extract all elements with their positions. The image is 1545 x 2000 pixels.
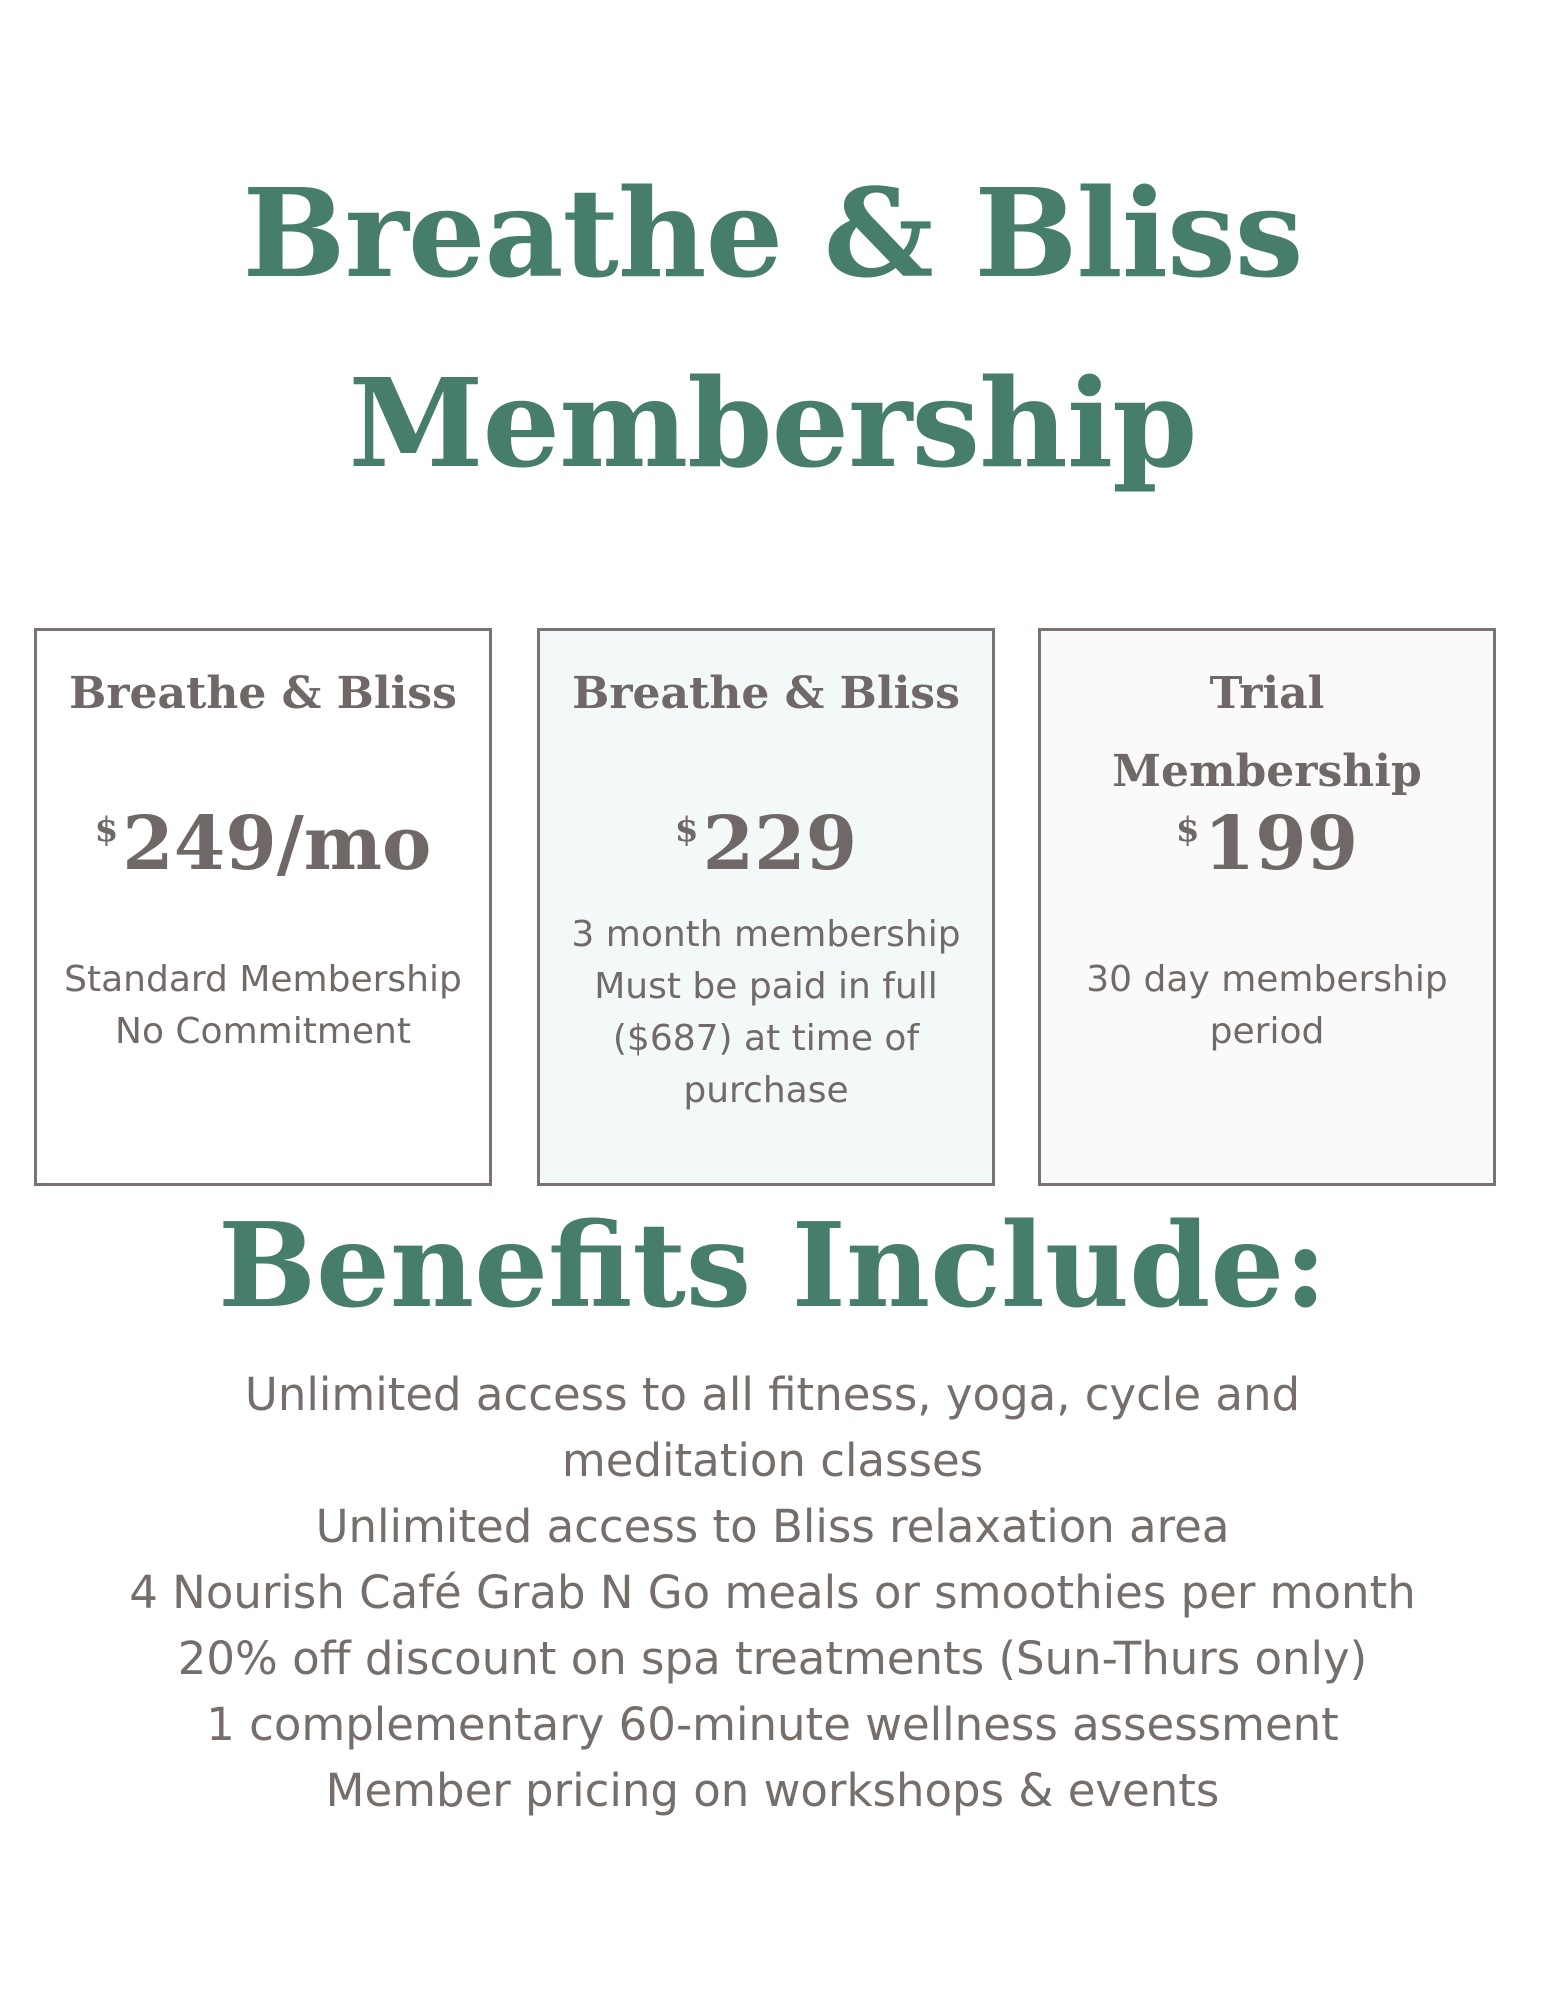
plan-description (1041, 954, 1493, 1058)
plan-description-line: Must be paid in full (594, 966, 938, 1007)
plan-description-line: purchase (683, 1070, 849, 1111)
benefit-item: 20% off discount on spa treatments (Sun-Thurs only) (177, 1632, 1368, 1685)
plan-name-line: Trial (1209, 668, 1325, 719)
plan-card-standard (34, 628, 492, 1186)
plan-name (1041, 655, 1493, 811)
plan-description-line: 30 day membership (1086, 959, 1448, 1000)
benefit-item: 4 Nourish Café Grab N Go meals or smoothies per month (129, 1566, 1416, 1619)
page-title-line-2: Membership (348, 351, 1197, 495)
plan-description-line: Standard Membership (64, 959, 462, 1000)
plan-card-trial (1038, 628, 1496, 1186)
price-amount: 249/mo (122, 801, 432, 887)
price-amount: 199 (1203, 801, 1359, 887)
benefit-item: Unlimited access to Bliss relaxation area (315, 1500, 1230, 1553)
plan-card-quarterly (537, 628, 995, 1186)
benefit-item: 1 complementary 60-minute wellness assessment (206, 1698, 1339, 1751)
plan-price (1041, 801, 1493, 887)
benefit-item: Unlimited access to all fitness, yoga, cycle and meditation classes (244, 1368, 1301, 1487)
benefits-heading: Benefits Include: (218, 1198, 1327, 1334)
plan-description-line: 3 month membership (571, 914, 961, 955)
currency-symbol: $ (1175, 810, 1200, 850)
plan-name-line: Breathe & Bliss (69, 668, 457, 719)
benefit-item: Member pricing on workshops & events (325, 1764, 1220, 1817)
plan-name-line: Membership (1112, 746, 1422, 797)
plan-name-line: Breathe & Bliss (572, 668, 960, 719)
plan-description-line: ($687) at time of (612, 1018, 920, 1059)
plan-name (37, 655, 489, 733)
plan-description (37, 954, 489, 1058)
plan-name (540, 655, 992, 733)
currency-symbol: $ (674, 810, 699, 850)
plan-description-line: No Commitment (115, 1011, 411, 1052)
plan-price (37, 801, 489, 887)
price-amount: 229 (702, 801, 858, 887)
benefits-list (0, 1362, 1545, 1824)
page-title-line-1: Breathe & Bliss (242, 161, 1303, 305)
plan-price (540, 801, 992, 887)
plan-description-line: period (1209, 1011, 1325, 1052)
currency-symbol: $ (94, 810, 119, 850)
plan-description (540, 909, 992, 1117)
